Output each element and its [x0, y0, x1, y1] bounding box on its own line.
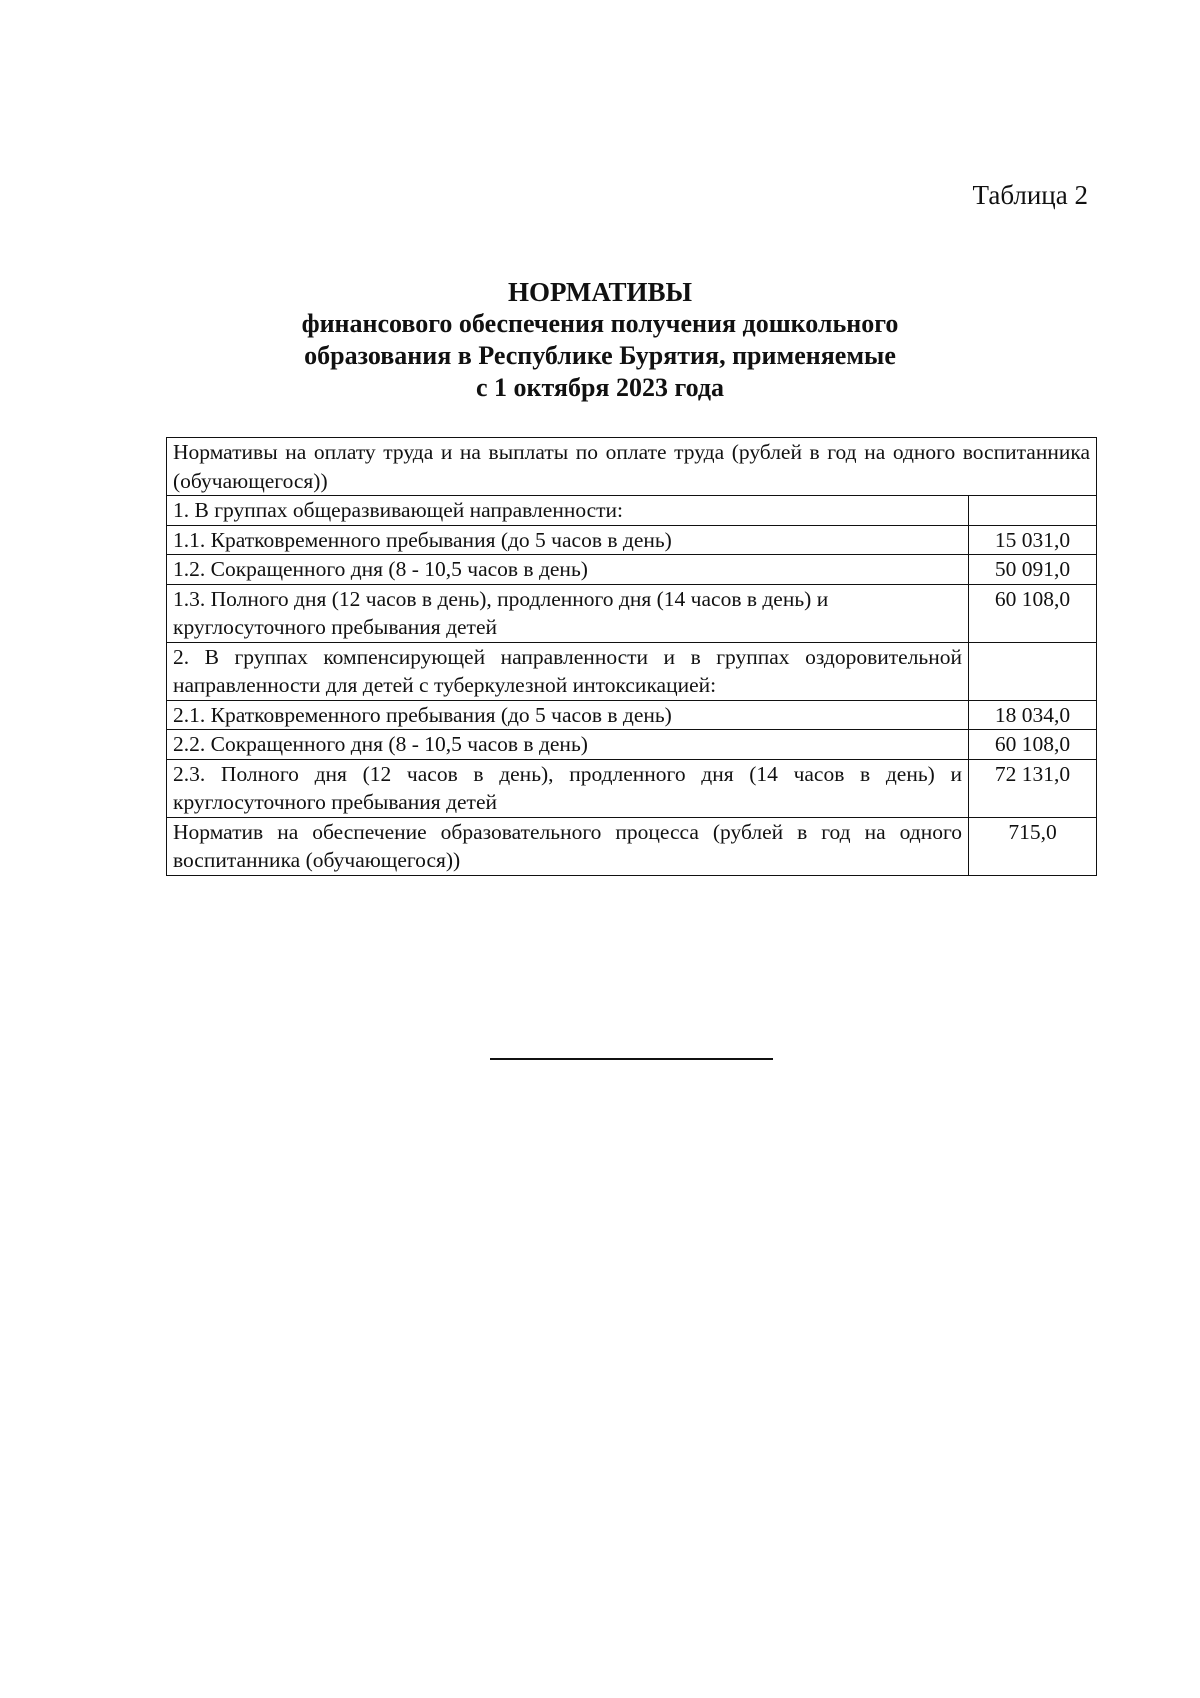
row-value-cell: 72 131,0 — [969, 759, 1097, 817]
row-label-cell: 1.3. Полного дня (12 часов в день), продленного дня (14 часов в день) и круглосуточного пребывания детей — [167, 584, 969, 642]
table-row — [167, 555, 1097, 585]
table-header-row — [167, 438, 1097, 496]
group-title-cell: 2. В группах компенсирующей направленности и в группах оздоровительной направленности для детей с туберкулезной интоксикацией: — [167, 642, 969, 700]
norms-table — [166, 437, 1097, 876]
group-value-cell — [969, 642, 1097, 700]
heading-line-3: с 1 октября 2023 года — [475, 373, 725, 402]
table-row — [167, 730, 1097, 760]
row-value-cell: 50 091,0 — [969, 555, 1097, 585]
table-row — [167, 584, 1097, 642]
heading-title: НОРМАТИВЫ — [507, 277, 693, 307]
group-row — [167, 642, 1097, 700]
row-label-cell: 1.1. Кратковременного пребывания (до 5 часов в день) — [167, 525, 969, 555]
closing-rule-line — [490, 1058, 773, 1060]
table-row — [167, 525, 1097, 555]
group-row — [167, 496, 1097, 526]
group-title-cell: 1. В группах общеразвивающей направленности: — [167, 496, 969, 526]
table-row — [167, 700, 1097, 730]
table-header-cell: Нормативы на оплату труда и на выплаты по оплате труда (рублей в год на одного воспитанника (обучающегося)) — [167, 438, 1097, 496]
row-label-cell: 2.3. Полного дня (12 часов в день), продленного дня (14 часов в день) и круглосуточного пребывания детей — [167, 759, 969, 817]
heading-line-2: образования в Республике Бурятия, применяемые — [304, 341, 896, 370]
row-label-cell: 2.1. Кратковременного пребывания (до 5 часов в день) — [167, 700, 969, 730]
row-label-cell: 2.2. Сокращенного дня (8 - 10,5 часов в день) — [167, 730, 969, 760]
row-value-cell: 60 108,0 — [969, 730, 1097, 760]
process-value-cell: 715,0 — [969, 817, 1097, 875]
table-row — [167, 759, 1097, 817]
document-heading — [180, 276, 1020, 404]
process-label-cell: Норматив на обеспечение образовательного процесса (рублей в год на одного воспитанника (обучающегося)) — [167, 817, 969, 875]
group-value-cell — [969, 496, 1097, 526]
row-label-cell: 1.2. Сокращенного дня (8 - 10,5 часов в день) — [167, 555, 969, 585]
table-number-label: Таблица 2 — [972, 180, 1088, 210]
heading-line-1: финансового обеспечения получения дошкольного — [301, 309, 899, 338]
row-value-cell: 15 031,0 — [969, 525, 1097, 555]
process-row — [167, 817, 1097, 875]
row-value-cell: 60 108,0 — [969, 584, 1097, 642]
row-value-cell: 18 034,0 — [969, 700, 1097, 730]
